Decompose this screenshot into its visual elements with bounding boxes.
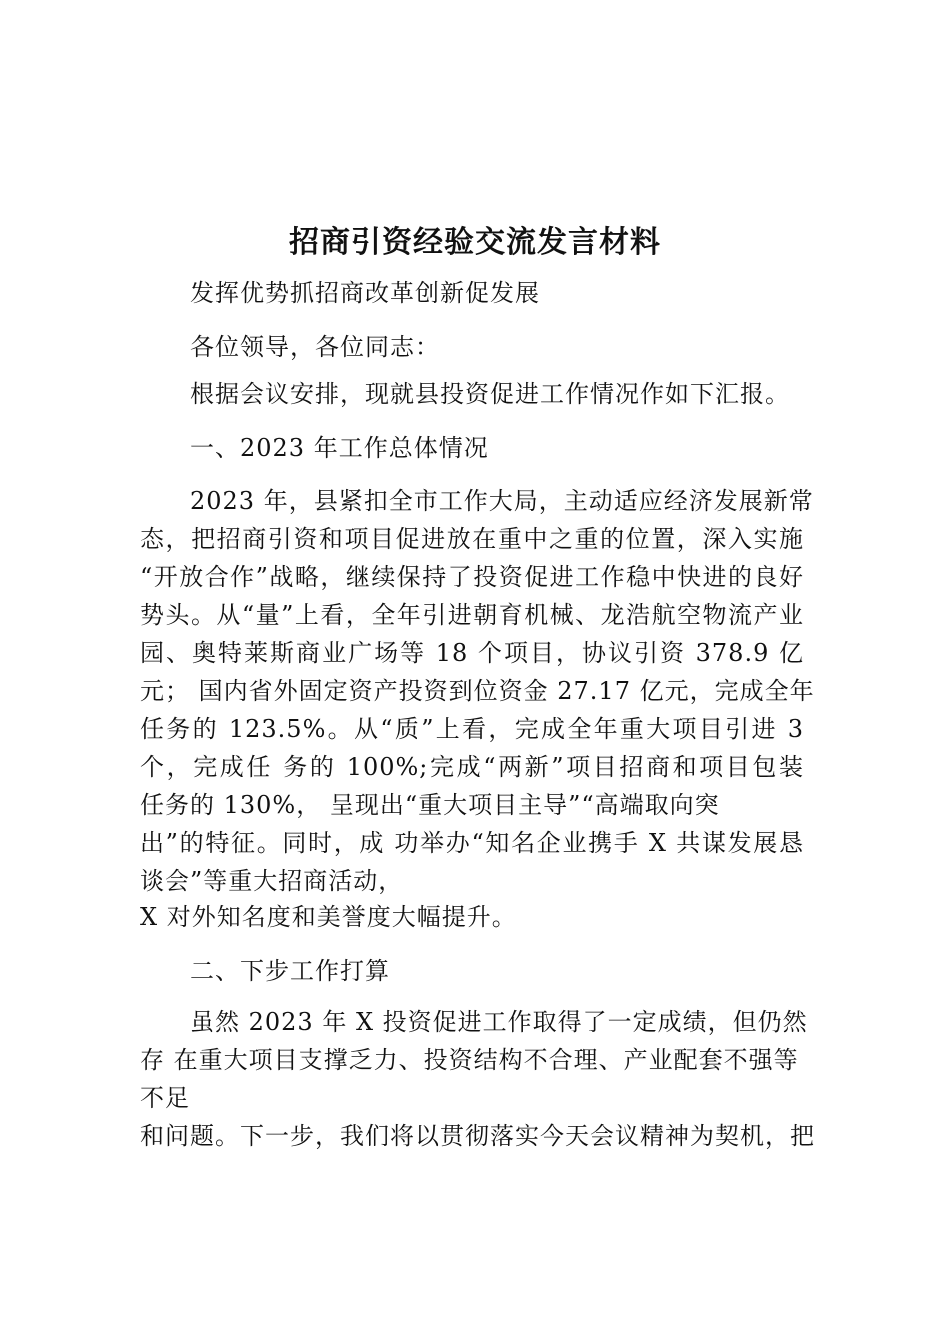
greeting: 各位领导，各位同志：	[190, 333, 440, 361]
paragraph-line: 不足	[140, 1084, 190, 1112]
paragraph-line: X 对外知名度和美誉度大幅提升。	[140, 903, 517, 931]
paragraph-line: 态，把招商引资和项目促进放在重中之重的位置，深入实施	[140, 525, 804, 553]
paragraph-line: 谈会”等重大招商活动，	[140, 867, 404, 895]
paragraph-line: “开放合作”战略，继续保持了投资促进工作稳中快进的良好	[140, 563, 804, 591]
paragraph-line: 存 在重大项目支撑乏力、投资结构不合理、产业配套不强等	[140, 1046, 799, 1074]
paragraph-line: 任务的 123.5%。从“质”上看，完成全年重大项目引进 3	[140, 715, 804, 743]
paragraph-line: 任务的 130%， 呈现出“重大项目主导”“高端取向突	[140, 791, 720, 819]
paragraph-line: 个，完成任 务的 100%;完成“两新”项目招商和项目包装	[140, 753, 804, 781]
section-heading-1: 一、2023 年工作总体情况	[190, 434, 489, 462]
paragraph-line: 2023 年，县紧扣全市工作大局，主动适应经济发展新常	[190, 487, 814, 515]
section-heading-2: 二、下步工作打算	[190, 957, 390, 985]
paragraph-line: 虽然 2023 年 X 投资促进工作取得了一定成绩，但仍然	[190, 1008, 808, 1036]
paragraph-line: 出”的特征。同时，成 功举办“知名企业携手 X 共谋发展恳	[140, 829, 804, 857]
paragraph-line: 园、奥特莱斯商业广场等 18 个项目，协议引资 378.9 亿	[140, 639, 804, 667]
paragraph-line: 势头。从“量”上看，全年引进朝育机械、龙浩航空物流产业	[140, 601, 804, 629]
paragraph-line: 元； 国内省外固定资产投资到位资金 27.17 亿元，完成全年	[140, 677, 815, 705]
paragraph-line: 和问题。下一步，我们将以贯彻落实今天会议精神为契机，把	[140, 1122, 815, 1150]
document-subtitle: 发挥优势抓招商改革创新促发展	[190, 279, 540, 307]
intro-paragraph: 根据会议安排，现就县投资促进工作情况作如下汇报。	[190, 380, 790, 408]
document-title: 招商引资经验交流发言材料	[289, 225, 661, 260]
